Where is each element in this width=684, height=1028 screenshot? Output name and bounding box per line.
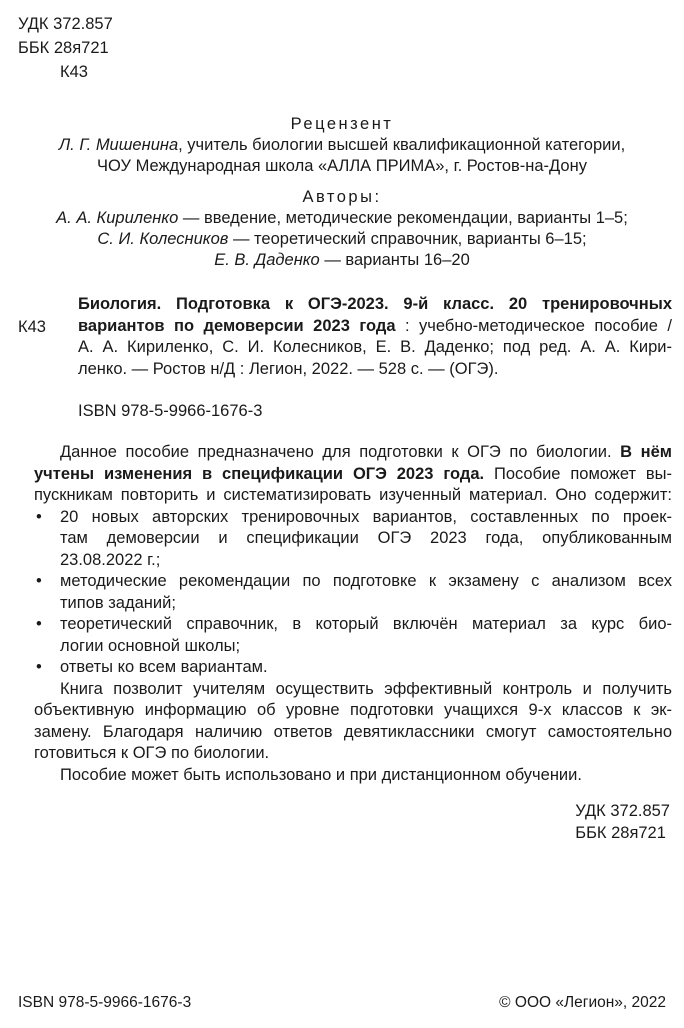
- footer-isbn: ISBN 978-5-9966-1676-3: [18, 994, 192, 1011]
- list-item: • методические рекомендации по подготовке к экзамену с анализом всех: [34, 571, 672, 593]
- author-line: Е. В. Даденко — варианты 16–20: [214, 251, 470, 269]
- annotation-p2: Книга позволит учителям осуществить эффективный контроль и получить: [60, 679, 672, 698]
- list-item: • теоретический справочник, в который включён материал за курс био-: [34, 614, 672, 636]
- bbk-code: ББК 28я721: [18, 39, 109, 57]
- reviewer-heading: Рецензент: [290, 115, 394, 133]
- authors-block: [0, 187, 684, 271]
- biblio-record: Биология. Подготовка к ОГЭ-2023. 9-й класс. 20 тренировочных вариантов по демоверсии 2023 года : учебно-методическое пособие / А. А. Кириленко, С. И. Колесников, Е. В. Даденко; под ред. А. А. Кири- ленко. — Ростов н/Д : Легион, 2022. — 528 с. — (ОГЭ).: [78, 295, 672, 378]
- book-title: Биология. Подготовка к ОГЭ-2023. 9-й класс. 20 тренировочных: [78, 295, 672, 313]
- author-line: С. И. Колесников — теоретический справочник, варианты 6–15;: [97, 230, 587, 248]
- list-item: • ответы ко всем вариантам.: [34, 657, 672, 679]
- bullet-icon: •: [36, 615, 42, 633]
- author-line: А. А. Кириленко — введение, методические рекомендации, варианты 1–5;: [56, 209, 628, 227]
- top-codes: [18, 12, 113, 84]
- list-item: • 20 новых авторских тренировочных вариантов, составленных по проек-: [34, 507, 672, 529]
- bottom-codes: [575, 800, 670, 844]
- annotation-p3: Пособие может быть использовано и при дистанционном обучении.: [60, 765, 582, 784]
- reviewer-block: [0, 114, 684, 177]
- bbk-code: ББК 28я721: [575, 824, 666, 842]
- bullet-icon: •: [36, 507, 42, 526]
- bullet-icon: •: [36, 658, 42, 676]
- biblio-isbn: ISBN 978-5-9966-1676-3: [78, 402, 263, 420]
- biblio-mark: К43: [18, 318, 46, 336]
- footer-copyright: © ООО «Легион», 2022: [499, 994, 666, 1011]
- authors-heading: Авторы:: [302, 188, 382, 206]
- udk-code: УДК 372.857: [575, 802, 670, 820]
- udk-code: УДК 372.857: [18, 15, 113, 33]
- bullet-icon: •: [36, 572, 42, 590]
- annotation: Данное пособие предназначено для подготовки к ОГЭ по биологии. В нём учтены изменения в спецификации ОГЭ 2023 года. Пособие поможет вы- пускникам повторить и систематизировать изученный материал. Оно содержит: • 20 новых авторских тренировочных вариантов, составленных по проек- там демоверсии и спецификации ОГЭ 2023 года, опубликованным 23.08.2022 г.; • методические рекомендации по подготовке к экзамену с анализом всех типов заданий; • теоретический справочник, в который включён материал за курс био- логии основной школы; • ответы ко всем вариантам. Книга позволит учителям осуществить эффективный контроль и получить объективную информацию об уровне подготовки учащихся 9-х классов к эк- замену. Благодаря наличию ответов девятиклассники смогут самостоятельно готовиться к ОГЭ по биологии. Пособие может быть использовано и при дистанционном обучении.: [34, 442, 672, 786]
- reviewer-line1: Л. Г. Мишенина, учитель биологии высшей квалификационной категории,: [58, 136, 626, 154]
- reviewer-name: Л. Г. Мишенина: [58, 136, 179, 154]
- author-mark: К43: [60, 63, 88, 81]
- annotation-p1: Данное пособие предназначено для подготовки к ОГЭ по биологии. В нём: [60, 443, 672, 461]
- reviewer-line2: ЧОУ Международная школа «АЛЛА ПРИМА», г. Ростов-на-Дону: [97, 157, 587, 175]
